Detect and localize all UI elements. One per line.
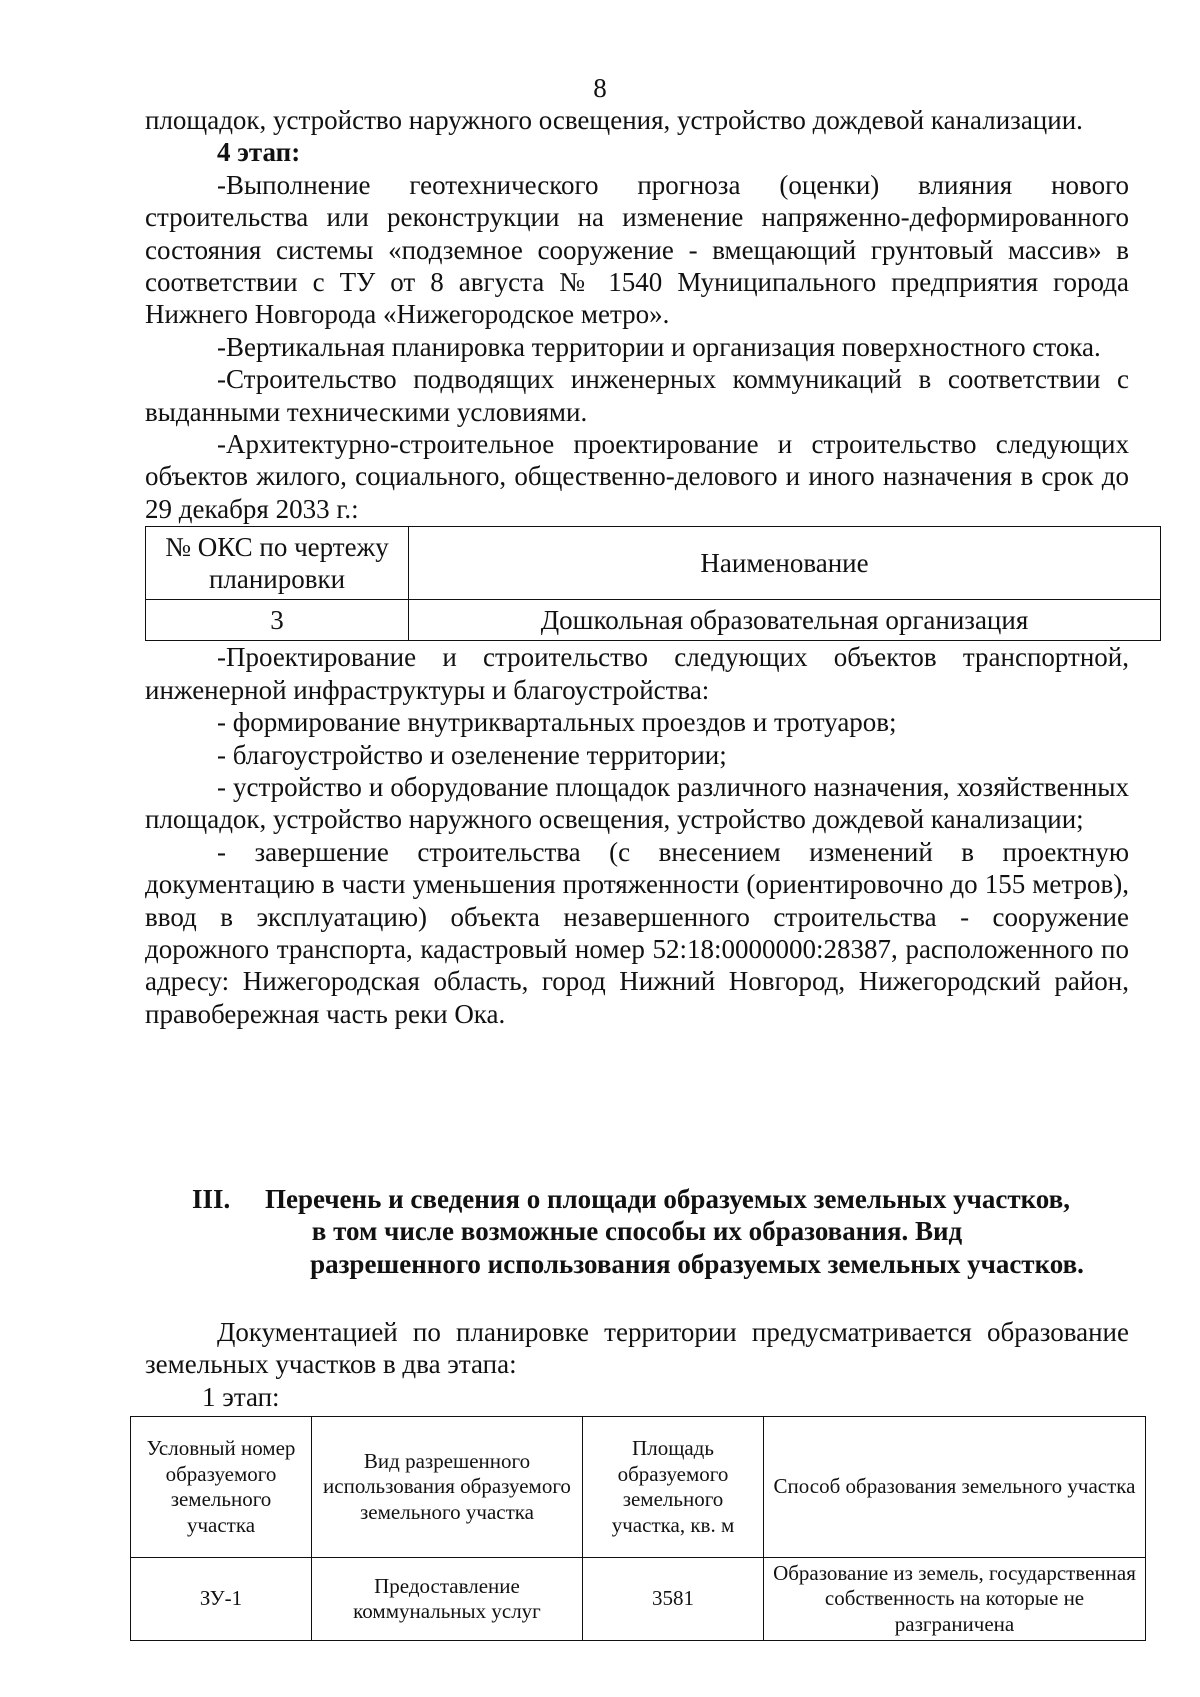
stage-4-item: -Выполнение геотехнического прогноза (оценки) влияния нового строительства или реконструкции на изменение напряженно-деформированного состояния системы «подземное сооружение - вмещающий грунтовый массив» в соответствии с ТУ от 8 августа № 1540 Муниципального предприятия города Нижнего Новгорода «Нижегородское метро». [145,169,1129,330]
table-header-cell: Наименование [409,527,1161,600]
table-cell: Образование из земель, государственная собственность на которые не разграничена [764,1558,1146,1641]
table-header-row [146,527,1161,600]
body-text-top [145,104,1129,1030]
table-header-cell: Способ образования земельного участка [764,1417,1146,1558]
section-title-line: разрешенного использования образуемых земельных участков. [310,1248,1084,1279]
table-cell: Дошкольная образовательная организация [409,600,1161,641]
table-row [131,1558,1146,1641]
stage-4-item: -Проектирование и строительство следующих объектов транспортной, инженерной инфраструктуры и благоустройства: [145,642,1129,705]
table-header-row [131,1417,1146,1558]
oks-table [145,526,1161,641]
section-title-line: Перечень и сведения о площади образуемых земельных участков, [265,1184,1070,1214]
table-cell: 3 [146,600,409,641]
land-plots-table [130,1416,1146,1641]
stage-4-item: - благоустройство и озеленение территории; [217,739,727,770]
section-title-line: в том числе возможные способы их образования. Вид [311,1216,963,1247]
section-title [145,1183,1129,1280]
stage-4-heading: 4 этап: [217,137,301,168]
table-header-cell: Условный номер образуемого земельного участка [131,1417,312,1558]
section-paragraph: Документацией по планировке территории предусматривается образование земельных участков в два этапа: [145,1317,1129,1380]
stage-4-item: -Строительство подводящих инженерных коммуникаций в соответствии с выданными техническими условиями. [145,364,1129,427]
table-cell: ЗУ-1 [131,1558,312,1641]
stage-label: 1 этап: [202,1381,280,1412]
stage-4-item: -Вертикальная планировка территории и организация поверхностного стока. [217,331,1101,362]
table-row [146,600,1161,641]
table-header-cell: № ОКС по чертежу планировки [146,527,409,600]
table-header-cell: Вид разрешенного использования образуемого земельного участка [312,1417,583,1558]
section-body [145,1316,1129,1413]
stage-4-item: - формирование внутриквартальных проездов и тротуаров; [217,707,897,738]
section-number: III. [192,1184,231,1214]
intro-paragraph: площадок, устройство наружного освещения, устройство дождевой канализации. [145,105,1083,135]
stage-4-item: - устройство и оборудование площадок различного назначения, хозяйственных площадок, устройство наружного освещения, устройство дождевой канализации; [145,771,1129,835]
stage-4-item: - завершение строительства (с внесением изменений в проектную документацию в части уменьшения протяженности (ориентировочно до 155 метров), ввод в эксплуатацию) объекта незавершенного строительства - сооружение дорожного транспорта, кадастровый номер 52:18:0000000:28387, расположенного по адресу: Нижегородская область, город Нижний Новгород, Нижегородский район, правобережная часть реки Ока. [145,836,1129,1029]
table-header-cell: Площадь образуемого земельного участка, кв. м [583,1417,764,1558]
table-cell: 3581 [583,1558,764,1641]
stage-4-item: -Архитектурно-строительное проектирование и строительство следующих объектов жилого, социального, общественно-делового и иного назначения в срок до 29 декабря 2033 г.: [145,429,1129,524]
table-cell: Предоставление коммунальных услуг [312,1558,583,1641]
page-number: 8 [593,73,607,103]
